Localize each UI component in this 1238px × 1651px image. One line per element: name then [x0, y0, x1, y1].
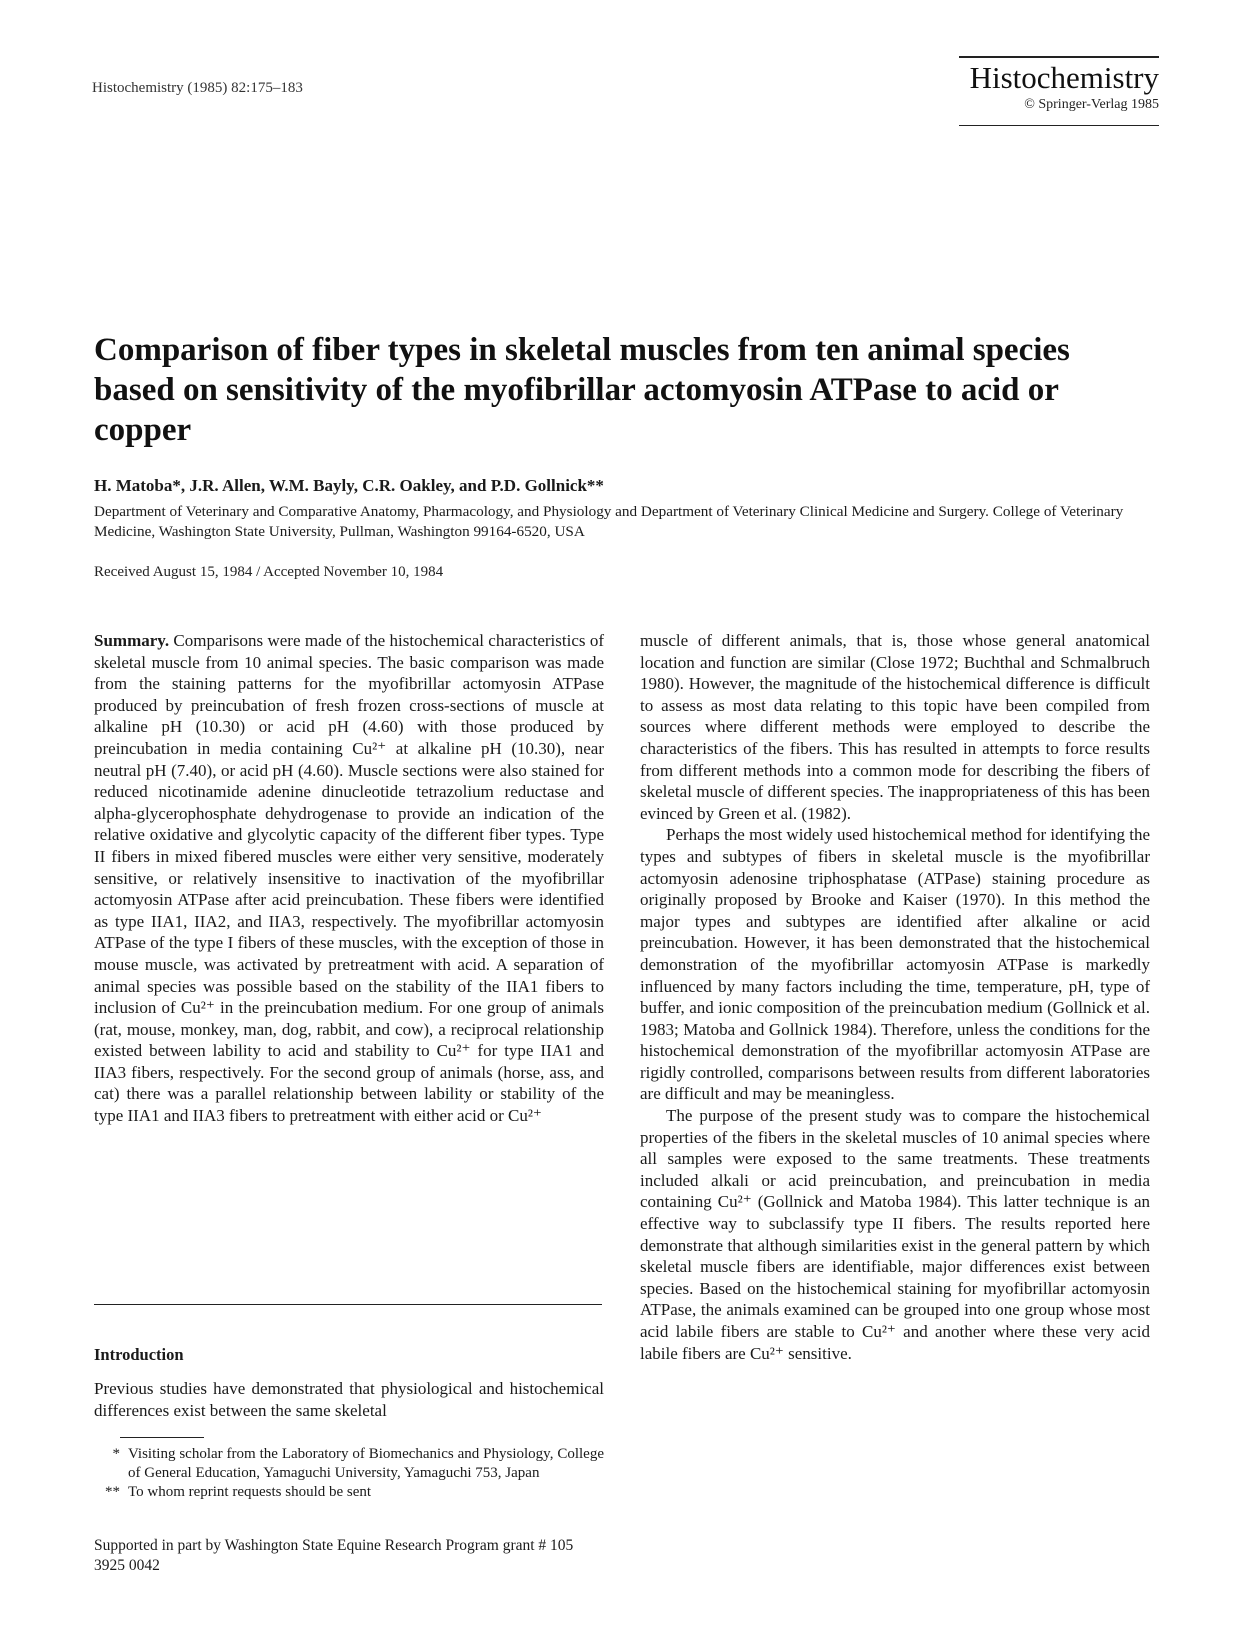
summary-text: Comparisons were made of the histochemical characteristics of skeletal muscle from 10 animal species. The basic comparison was made from the staining patterns for the myofibrillar actomyosin ATPase produced by preincubation of fresh frozen cross-sections of muscle at alkaline pH (10.30) or acid pH (4.60) with those produced by preincubation in media containing Cu²⁺ at alkaline pH (10.30), near neutral pH (7.40), or acid pH (4.60). Muscle sections were also stained for reduced nicotinamide adenine dinucleotide tetrazolium reductase and alpha-glycerophosphate dehydrogenase to provide an indication of the relative oxidative and glycolytic capacity of the different fiber types. Type II fibers in mixed fibered muscles were either very sensitive, moderately sensitive, or relatively insensitive to inactivation of the myofibrillar actomyosin ATPase after acid preincubation. These fibers were identified as type IIA1, IIA2, and IIA3, respectively. The myofibrillar actomyosin ATPase of the type I fibers of these muscles, with the exception of those in mouse muscle, was activated by pretreatment with acid. A separation of animal species was possible based on the stability of the IIA1 fibers to inclusion of Cu²⁺ in the preincubation medium. For one group of animals (rat, mouse, monkey, man, dog, rabbit, and cow), a reciprocal relationship existed between lability to acid and stability to Cu²⁺ for type IIA1 and IIA3 fibers, respectively. For the second group of animals (horse, ass, and cat) there was a parallel relationship between lability or stability of the type IIA1 and IIA3 fibers to pretreatment with either acid or Cu²⁺ [94, 631, 604, 1126]
footnote-item [94, 1445, 604, 1483]
footnotes [94, 1445, 604, 1502]
summary-paragraph [94, 630, 604, 1127]
journal-name: Histochemistry [969, 59, 1159, 95]
summary-separator-rule [94, 1304, 602, 1305]
footnote-mark: * [112, 1446, 120, 1462]
masthead-bottom-rule [959, 125, 1159, 127]
introduction-paragraph-2: Perhaps the most widely used histochemical method for identifying the types and subtypes of fibers in skeletal muscle is the myofibrillar actomyosin adenosine triphosphatase (ATPase) staining procedure as originally proposed by Brooke and Kaiser (1970). In this method the major types and subtypes are identified after alkaline or acid preincubation. However, it has been demonstrated that the histochemical demonstration of the myofibrillar actomyosin ATPase is markedly influenced by many factors including the time, temperature, pH, type of buffer, and ionic composition of the preincubation medium (Gollnick et al. 1983; Matoba and Gollnick 1984). Therefore, unless the conditions for the histochemical demonstration of the myofibrillar actomyosin ATPase are rigidly controlled, comparisons between results from different laboratories are difficult and may be meaningless. [640, 825, 1150, 1104]
copyright-notice: © Springer-Verlag 1985 [1024, 96, 1159, 112]
funding-note: Supported in part by Washington State Equine Research Program grant # 105 3925 0042 [94, 1537, 574, 1574]
introduction-paragraph-1-cont: muscle of different animals, that is, those whose general anatomical location and function are similar (Close 1972; Buchthal and Schmalbruch 1980). However, the magnitude of the histochemical difference is difficult to assess as most data relating to this topic have been compiled from sources where different methods were employed to describe the characteristics of the fibers. This has resulted in attempts to force results from different methods into a common mode for describing the fibers of skeletal muscle of different species. The inappropriateness of this has been evinced by Green et al. (1982). [640, 631, 1150, 823]
footnote-mark: ** [105, 1484, 120, 1500]
summary-section [94, 630, 604, 1127]
article-title: Comparison of fiber types in skeletal muscles from ten animal species based on sensitivity of the myofibrillar actomyosin ATPase to acid or copper [94, 332, 1070, 448]
introduction-paragraph-start: Previous studies have demonstrated that physiological and histochemical differences exist between the same skeletal [94, 1379, 604, 1420]
received-accepted-dates: Received August 15, 1984 / Accepted November 10, 1984 [94, 564, 444, 580]
masthead-top-rule [959, 56, 1159, 58]
author-list: H. Matoba*, J.R. Allen, W.M. Bayly, C.R. Oakley, and P.D. Gollnick** [94, 476, 604, 495]
running-header-citation: Histochemistry (1985) 82:175–183 [92, 80, 303, 96]
introduction-heading: Introduction [94, 1345, 184, 1364]
footnote-text: To whom reprint requests should be sent [128, 1484, 372, 1500]
summary-label: Summary. [94, 631, 170, 650]
footnote-rule [120, 1437, 204, 1438]
introduction-paragraph-3: The purpose of the present study was to compare the histochemical properties of the fibers in the skeletal muscles of 10 animal species where all samples were exposed to the same treatments. These treatments included alkali or acid preincubation, and preincubation in media containing Cu²⁺ (Gollnick and Matoba 1984). This latter technique is an effective way to subclassify type II fibers. The results reported here demonstrate that although similarities exist in the general pattern by which skeletal muscle fibers are identifiable, major differences exist between species. Based on the histochemical staining for myofibrillar actomyosin ATPase, the animals examined can be grouped into one group whose most acid labile fibers are stable to Cu²⁺ and another where these very acid labile fibers are Cu²⁺ sensitive. [640, 1106, 1150, 1363]
introduction-continued [640, 630, 1150, 1364]
footnote-item [94, 1483, 604, 1502]
author-affiliation: Department of Veterinary and Comparative Anatomy, Pharmacology, and Physiology and Department of Veterinary Clinical Medicine and Surgery. College of Veterinary Medicine, Washington State University, Pullman, Washington 99164-6520, USA [94, 503, 1124, 540]
journal-masthead [959, 56, 1159, 126]
footnote-text: Visiting scholar from the Laboratory of Biomechanics and Physiology, College of General Education, Yamaguchi University, Yamaguchi 753, Japan [128, 1446, 604, 1481]
